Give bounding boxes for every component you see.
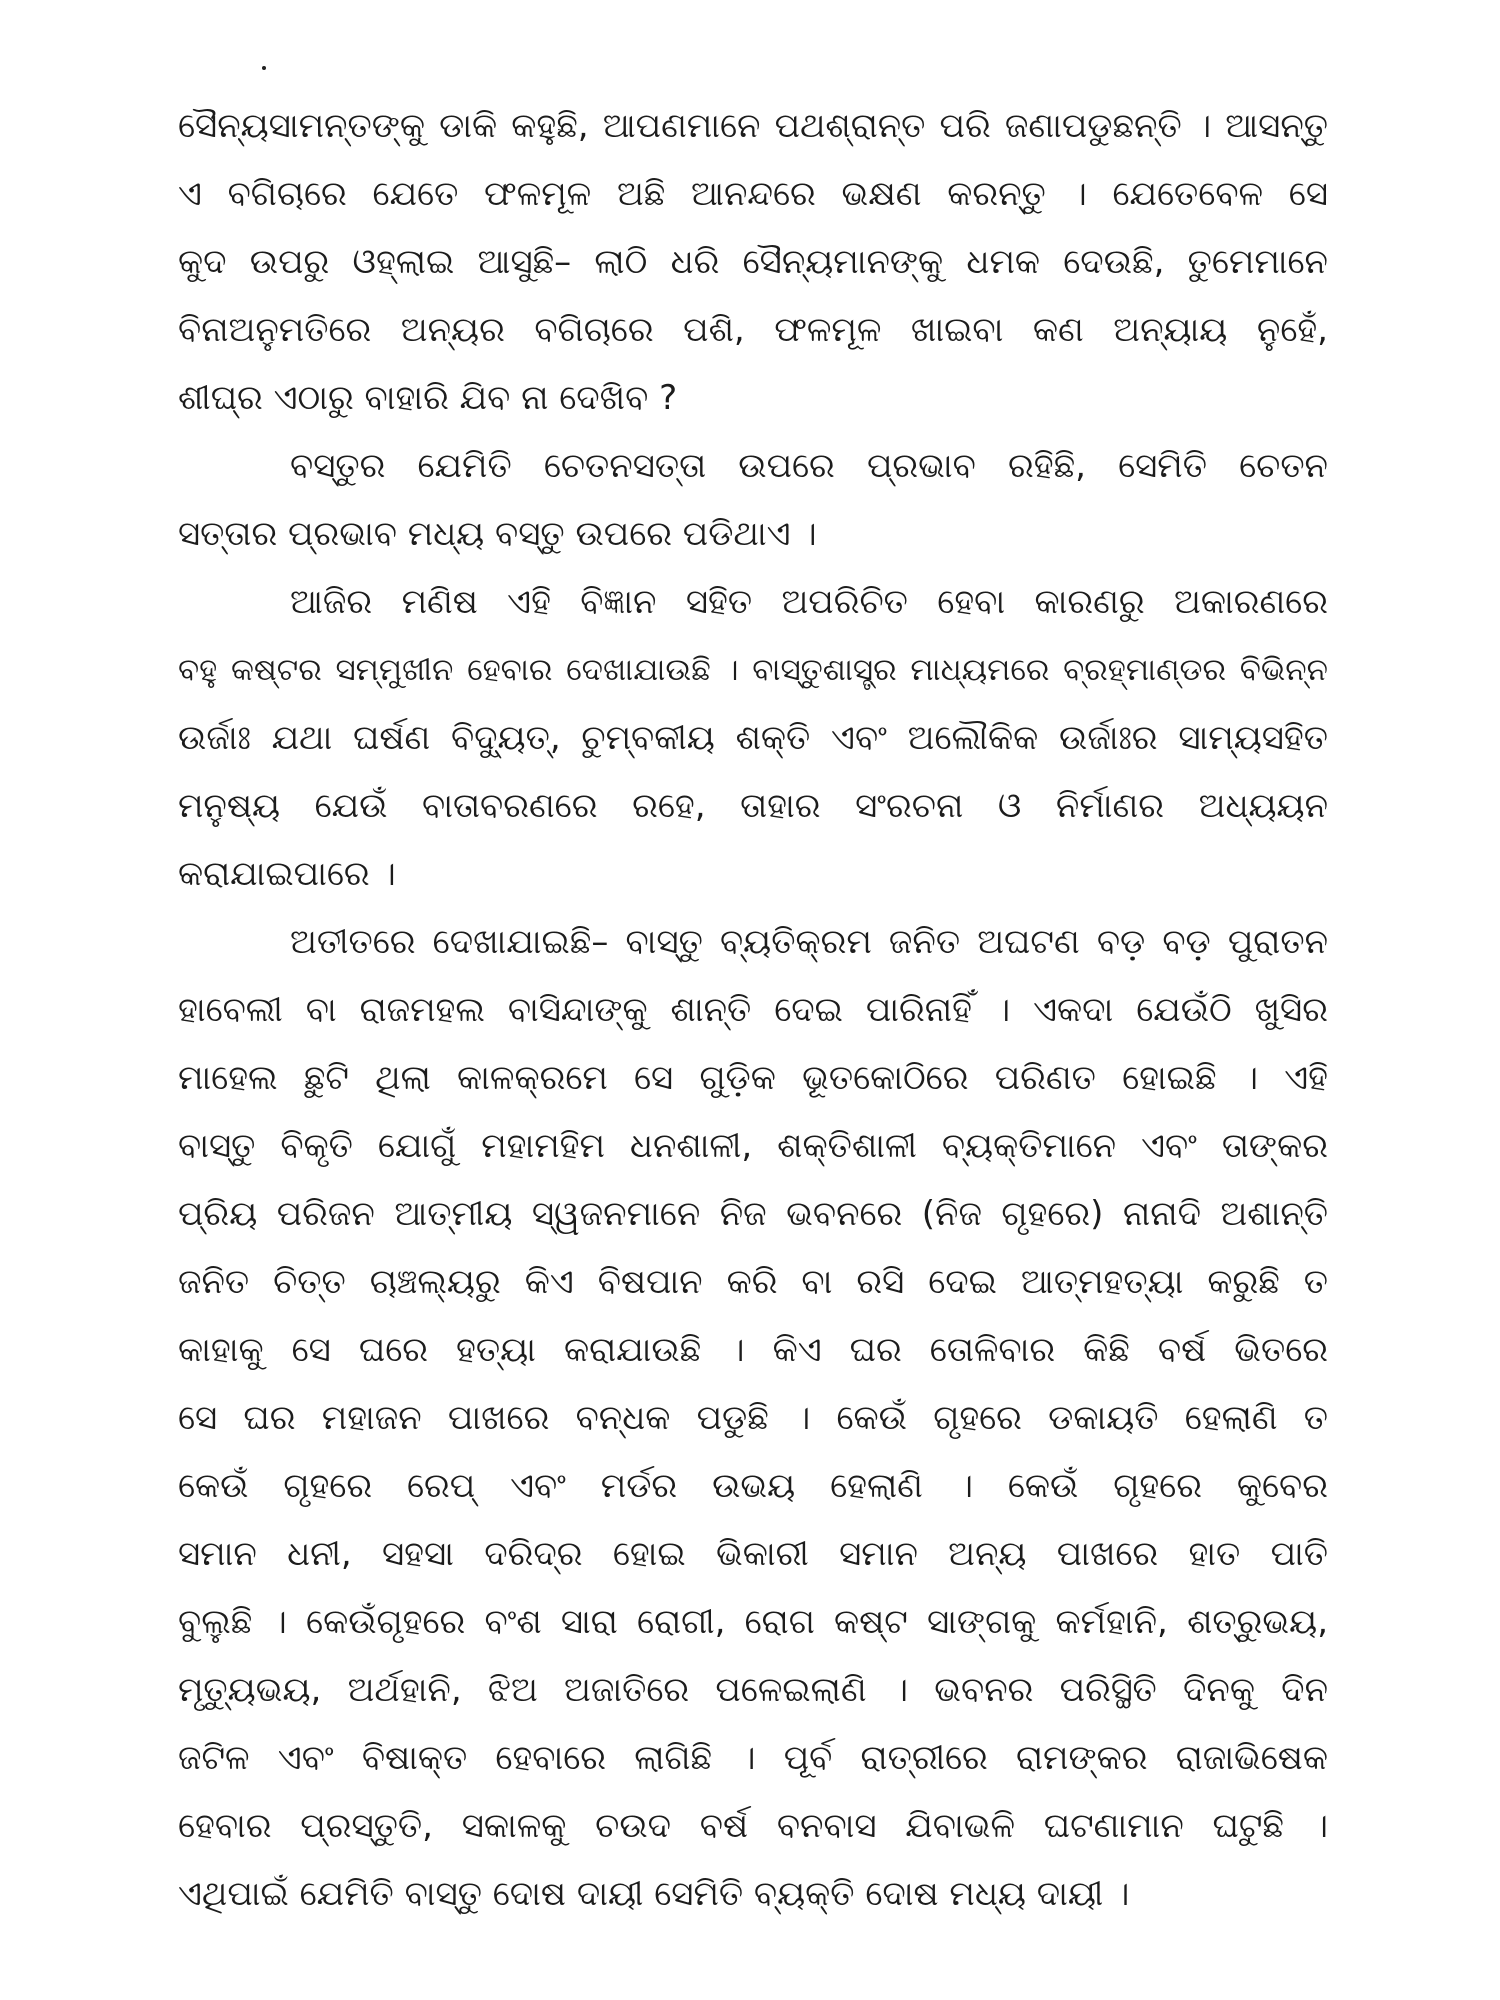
text-line: ଶୀଘ୍ର ଏଠାରୁ ବାହାରି ଯିବ ନା ଦେଖିବ ? [178, 378, 678, 418]
text-line: କାହାକୁ ସେ ଘରେ ହତ୍ୟା କରାଯାଉଛି । କିଏ ଘର ତୋଳିବାର କିଛି ବର୍ଷ ଭିତରେ [178, 1330, 1328, 1370]
text-line: ସୈନ୍ୟସାମନ୍ତଙ୍କୁ ଡାକି କହୁଛି, ଆପଣମାନେ ପଥଶ୍ରାନ୍ତ ପରି ଜଣାପଡୁଛନ୍ତି । ଆସନ୍ତୁ [178, 106, 1328, 146]
text-line: କେଉଁ ଗୃହରେ ରେପ୍ ଏବଂ ମର୍ଡର ଉଭୟ ହେଲାଣି । କେଉଁ ଗୃହରେ କୁବେର [178, 1466, 1328, 1506]
text-line: ସମାନ ଧନୀ, ସହସା ଦରିଦ୍ର ହୋଇ ଭିକାରୀ ସମାନ ଅନ୍ୟ ପାଖରେ ହାତ ପାତି [178, 1534, 1328, 1574]
text-line: ଏ ବଗିଚାରେ ଯେତେ ଫଳମୂଳ ଅଛି ଆନନ୍ଦରେ ଭକ୍ଷଣ କରନ୍ତୁ । ଯେତେବେଳ ସେ [178, 174, 1328, 214]
text-line: ସେ ଘର ମହାଜନ ପାଖରେ ବନ୍ଧକ ପଡୁଛି । କେଉଁ ଗୃହରେ ଡକାୟତି ହେଲାଣି ତ [178, 1398, 1328, 1438]
body-text [178, 92, 1328, 1928]
text-line: ମୃତ୍ୟୁଭୟ, ଅର୍ଥହାନି, ଝିଅ ଅଜାତିରେ ପଳେଇଲାଣି । ଭବନର ପରିସ୍ଥିତି ଦିନକୁ ଦିନ [178, 1670, 1328, 1710]
paragraph-2 [178, 432, 1328, 568]
text-line: ହେବାର ପ୍ରସ୍ତୁତି, ସକାଳକୁ ଚଉଦ ବର୍ଷ ବନବାସ ଯିବାଭଳି ଘଟଣାମାନ ଘଟୁଛି । [178, 1806, 1328, 1846]
text-line: ଏଥିପାଇଁ ଯେମିତି ବାସ୍ତୁ ଦୋଷ ଦାୟୀ ସେମିତି ବ୍ୟକ୍ତି ଦୋଷ ମଧ୍ୟ ଦାୟୀ । [178, 1874, 1130, 1914]
text-line: ମନୁଷ୍ୟ ଯେଉଁ ବାତାବରଣରେ ରହେ, ତାହାର ସଂରଚନା ଓ ନିର୍ମାଣର ଅଧ୍ୟୟନ [178, 786, 1328, 826]
ink-speck [262, 66, 266, 70]
text-line: ହାବେଲୀ ବା ରାଜମହଲ ବାସିନ୍ଦାଙ୍କୁ ଶାନ୍ତି ଦେଇ ପାରିନାହିଁ । ଏକଦା ଯେଉଁଠି ଖୁସିର [178, 990, 1328, 1030]
text-line: ଅତୀତରେ ଦେଖାଯାଇଛି– ବାସ୍ତୁ ବ୍ୟତିକ୍ରମ ଜନିତ ଅଘଟଣ ବଡ଼ ବଡ଼ ପୁରାତନ [290, 922, 1328, 962]
text-line: ଜଟିଳ ଏବଂ ବିଷାକ୍ତ ହେବାରେ ଲାଗିଛି । ପୂର୍ବ ରାତ୍ରୀରେ ରାମଙ୍କର ରାଜାଭିଷେକ [178, 1738, 1328, 1778]
text-line: ବିନାଅନୁମତିରେ ଅନ୍ୟର ବଗିଚାରେ ପଶି, ଫଳମୂଳ ଖାଇବା କଣ ଅନ୍ୟାୟ ନୁହେଁ, [178, 310, 1328, 350]
text-line: ପ୍ରିୟ ପରିଜନ ଆତ୍ମୀୟ ସ୍ୱଜନମାନେ ନିଜ ଭବନରେ (ନିଜ ଗୃହରେ) ନାନାଦି ଅଶାନ୍ତି [178, 1194, 1328, 1234]
text-line: ଉର୍ଜାଃ ଯଥା ଘର୍ଷଣ ବିଦ୍ୟୁତ୍, ଚୁମ୍ବକୀୟ ଶକ୍ତି ଏବଂ ଅଲୌକିକ ଉର୍ଜାଃର ସାମ୍ୟସହିତ [178, 718, 1328, 758]
text-line: କରାଯାଇପାରେ । [178, 854, 396, 894]
text-line: କୁଦ ଉପରୁ ଓହ୍ଲାଇ ଆସୁଛି– ଲାଠି ଧରି ସୈନ୍ୟମାନଙ୍କୁ ଧମକ ଦେଉଛି, ତୁମେମାନେ [178, 242, 1328, 282]
text-line: ସତ୍ତାର ପ୍ରଭାବ ମଧ୍ୟ ବସ୍ତୁ ଉପରେ ପଡିଥାଏ । [178, 514, 817, 554]
text-line: ଜନିତ ଚିତ୍ତ ଚାଞ୍ଚଲ୍ୟରୁ କିଏ ବିଷପାନ କରି ବା ରସି ଦେଇ ଆତ୍ମହତ୍ୟା କରୁଛି ତ [178, 1262, 1328, 1302]
text-line: ବହୁ କଷ୍ଟର ସମ୍ମୁଖୀନ ହେବାର ଦେଖାଯାଉଛି । ବାସ୍ତୁଶାସ୍ତ୍ର ମାଧ୍ୟମରେ ବ୍ରହ୍ମାଣ୍ଡର ବିଭିନ୍ନ [178, 652, 1328, 688]
text-line: ବାସ୍ତୁ ବିକୃତି ଯୋଗୁଁ ମହାମହିମ ଧନଶାଳୀ, ଶକ୍ତିଶାଳୀ ବ୍ୟକ୍ତିମାନେ ଏବଂ ତାଙ୍କର [178, 1126, 1328, 1166]
paragraph-4 [178, 908, 1328, 1928]
text-line: ବସ୍ତୁର ଯେମିତି ଚେତନସତ୍ତା ଉପରେ ପ୍ରଭାବ ରହିଛି, ସେମିତି ଚେତନ [290, 446, 1328, 486]
paragraph-3 [178, 568, 1328, 908]
text-line: ବୁଲୁଛି । କେଉଁଗୃହରେ ବଂଶ ସାରା ରୋଗୀ, ରୋଗ କଷ୍ଟ ସାଙ୍ଗକୁ କର୍ମହାନି, ଶତ୍ରୁଭୟ, [178, 1602, 1328, 1642]
paragraph-1 [178, 92, 1328, 432]
text-line: ମାହେଲ ଛୁଟି ଥିଲା କାଳକ୍ରମେ ସେ ଗୁଡ଼ିକ ଭୂତକୋଠିରେ ପରିଣତ ହୋଇଛି । ଏହି [178, 1058, 1328, 1098]
text-line: ଆଜିର ମଣିଷ ଏହି ବିଜ୍ଞାନ ସହିତ ଅପରିଚିତ ହେବା କାରଣରୁ ଅକାରଣରେ [290, 582, 1328, 622]
